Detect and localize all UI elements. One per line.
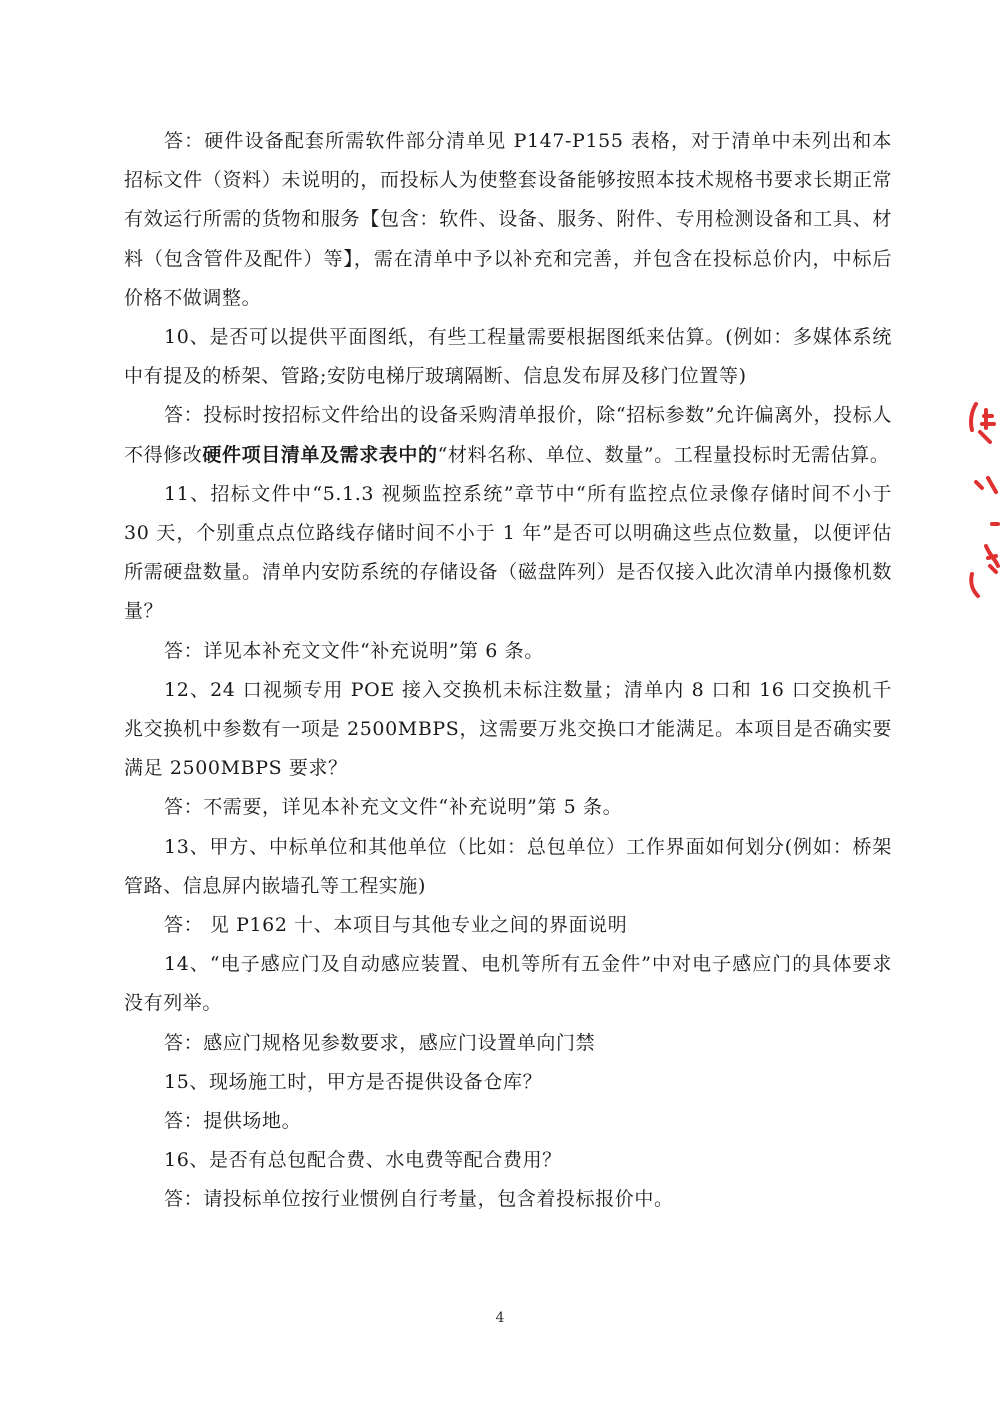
answer-10-bold-part: 硬件项目清单及需求表中的 bbox=[202, 443, 438, 466]
question-13: 13、甲方、中标单位和其他单位（比如：总包单位）工作界面如何划分(例如：桥架管路、信息屏内嵌墙孔等工程实施) bbox=[124, 835, 892, 897]
answer-14: 答：感应门规格见参数要求，感应门设置单向门禁 bbox=[164, 1031, 596, 1054]
answer-10 bbox=[124, 396, 892, 474]
answer-13: 答： 见 P162 十、本项目与其他专业之间的界面说明 bbox=[164, 914, 628, 937]
answer-11: 答：详见本补充文文件“补充说明”第 6 条。 bbox=[164, 639, 544, 662]
question-10: 10、是否可以提供平面图纸，有些工程量需要根据图纸来估算。(例如：多媒体系统中有提及的桥架、管路;安防电梯厅玻璃隔断、信息发布屏及移门位置等) bbox=[124, 326, 892, 388]
question-16: 16、是否有总包配合费、水电费等配合费用？ bbox=[164, 1149, 562, 1172]
question-12: 12、24 口视频专用 POE 接入交换机未标注数量；清单内 8 口和 16 口交换机千兆交换机中参数有一项是 2500MBPS，这需要万兆交换口才能满足。本项目是否确实要满足 2500MBPS 要求？ bbox=[124, 678, 892, 780]
page-number: 4 bbox=[495, 1310, 505, 1326]
answer-12: 答：不需要，详见本补充文文件“补充说明”第 5 条。 bbox=[164, 796, 623, 819]
seal-stamp-fragment bbox=[962, 396, 1000, 606]
answer-15: 答：提供场地。 bbox=[164, 1110, 302, 1133]
document-body bbox=[124, 122, 892, 1220]
seal-stamp-icon bbox=[962, 396, 1000, 606]
answer-10-part-1: 答：投标时按招标文件给出的设备采购清单报价，除“招标参数”允许偏离外，投标人不得修改 bbox=[124, 404, 892, 466]
question-15: 15、现场施工时，甲方是否提供设备仓库？ bbox=[164, 1070, 543, 1093]
question-14: 14、“电子感应门及自动感应装置、电机等所有五金件”中对电子感应门的具体要求没有列举。 bbox=[124, 953, 892, 1015]
answer-9: 答：硬件设备配套所需软件部分清单见 P147-P155 表格，对于清单中未列出和本招标文件（资料）未说明的，而投标人为使整套设备能够按照本技术规格书要求长期正常有效运行所需的货物和服务【包含：软件、设备、服务、附件、专用检测设备和工具、材料（包含管件及配件）等】，需在清单中予以补充和完善，并包含在投标总价内，中标后价格不做调整。 bbox=[124, 130, 892, 309]
answer-16: 答：请投标单位按行业惯例自行考量，包含着投标报价中。 bbox=[164, 1188, 674, 1211]
question-11: 11、招标文件中“5.1.3 视频监控系统”章节中“所有监控点位录像存储时间不小于 30 天，个别重点点位路线存储时间不小于 1 年”是否可以明确这些点位数量，以便评估所需硬盘数量。清单内安防系统的存储设备（磁盘阵列）是否仅接入此次清单内摄像机数量？ bbox=[124, 482, 892, 623]
answer-10-part-2: “材料名称、单位、数量”。工程量投标时无需估算。 bbox=[437, 443, 890, 466]
